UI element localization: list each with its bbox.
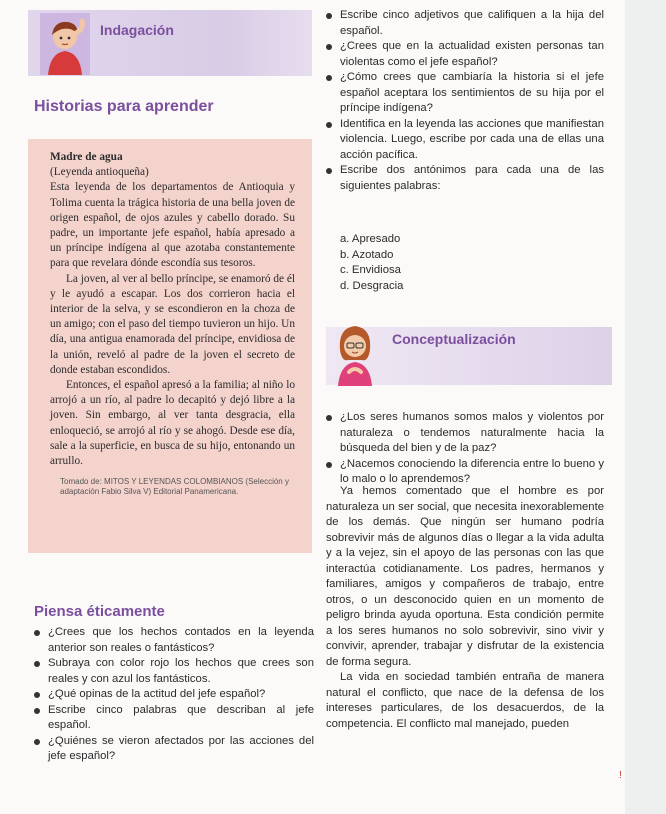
conceptualizacion-questions bbox=[326, 410, 604, 488]
page-margin bbox=[625, 0, 666, 814]
list-item: ¿Quiénes se vieron afectados por las acciones del jefe español? bbox=[34, 734, 314, 765]
story-paragraph: Entonces, el español apresó a la familia; al niño lo arrojó a un río, al padre lo decapitó y dejó libre a la joven. Sin embargo, al ver tanta desgracia, ella enloqueció, se arrojó al río y se ahogó. Desde ese día, sale a la superficie, en busca de su hijo, entonando un arrullo. bbox=[50, 379, 295, 468]
text-paragraph: Ya hemos comentado que el hombre es por naturaleza un ser social, que necesita inexorablemente de los demás. Que ningún ser humano podría sobrevivir más de algunos días o llegar a la vida adulta y a la vejez, sin el apoyo de las personas con las que interactúa cotidianamente. Los padres, hermanos y familiares, amigos y compañeros de trabajo, entre otros, o un desconocido quien en un momento de peligro brinda ayuda oportuna. Esta condición permite a los seres humanos no solo sobrevivir, sino vivir y convivir, aprender, trabajar y disfrutar de la existencia de forma segura. bbox=[326, 485, 604, 668]
list-item: Escribe cinco adjetivos que califiquen a la hija del español. bbox=[326, 8, 604, 39]
indagacion-title: Indagación bbox=[100, 22, 174, 38]
list-item: ¿Nacemos conociendo la diferencia entre lo bueno y lo malo o lo aprendemos? bbox=[326, 457, 604, 488]
list-item: ¿Crees que los hechos contados en la leyenda anterior son reales o fantásticos? bbox=[34, 625, 314, 656]
story-paragraph: La joven, al ver al bello príncipe, se enamoró de él y le ayudó a escapar. Los dos corrieron hacia el interior de la selva, y se escondieron en la choza de un amigo; con el paso del tiempo tuvieron un hijo. Un día, una antigua enamorada del príncipe, envidiosa de la unión, reveló al padre de la joven el secreto de donde estaban escondidos. bbox=[50, 272, 295, 376]
list-item: Escribe dos antónimos para cada una de las siguientes palabras: bbox=[326, 163, 604, 194]
story-subtitle: (Leyenda antioqueña) bbox=[50, 166, 149, 179]
piensa-list bbox=[34, 625, 314, 765]
antonyms-list bbox=[340, 232, 403, 294]
historias-title: Historias para aprender bbox=[34, 98, 214, 115]
story-title: Madre de agua bbox=[50, 151, 123, 163]
conceptualizacion-text bbox=[326, 484, 604, 732]
antonym-item: d. Desgracia bbox=[340, 279, 404, 292]
list-item: ¿Cómo crees que cambiaría la historia si el jefe español aceptara los sentimientos de su hija por el príncipe indígena? bbox=[326, 70, 604, 117]
list-item: ¿Los seres humanos somos malos y violentos por naturaleza o tendemos naturalmente hacia la búsqueda del bien y de la paz? bbox=[326, 410, 604, 457]
corner-mark: ! bbox=[619, 770, 622, 781]
list-item: Identifica en la leyenda las acciones que manifiestan violencia. Luego, escribe por cada una de ellas una acción pacífica. bbox=[326, 117, 604, 164]
text-paragraph: La vida en sociedad también entraña de manera natural el conflicto, que nace de la defensa de los intereses particulares, de los desacuerdos, de la competencia. El conflicto mal manejado, pueden bbox=[326, 671, 604, 730]
list-item: ¿Qué opinas de la actitud del jefe español? bbox=[34, 687, 314, 703]
conceptualizacion-title: Conceptualización bbox=[392, 331, 516, 347]
story bbox=[50, 150, 295, 496]
antonym-item: c. Envidiosa bbox=[340, 264, 401, 276]
list-item: Escribe cinco palabras que describan al jefe español. bbox=[34, 703, 314, 734]
story-source: Tomado de: MITOS Y LEYENDAS COLOMBIANOS (Selección y adaptación Fabio Silva V) Editorial Panamericana. bbox=[60, 477, 289, 496]
antonym-item: b. Azotado bbox=[340, 248, 394, 261]
antonym-item: a. Apresado bbox=[340, 233, 401, 245]
piensa-title: Piensa éticamente bbox=[34, 603, 165, 620]
girl-avatar-icon bbox=[332, 320, 378, 386]
list-item: ¿Crees que en la actualidad existen personas tan violentas como el jefe español? bbox=[326, 39, 604, 70]
list-item: Subraya con color rojo los hechos que crees son reales y con azul los fantásticos. bbox=[34, 656, 314, 687]
thinking-girl-icon bbox=[40, 13, 90, 75]
story-paragraph: Esta leyenda de los departamentos de Antioquia y Tolima cuenta la trágica historia de una bella joven de origen español, de ojos azules y cabello dorado. Su padre, un importante jefe español, había apresado a un príncipe indígena al que azotaba constantemente para que revelara dónde escondía sus tesoros. bbox=[50, 181, 295, 270]
right-questions-list bbox=[326, 8, 604, 194]
